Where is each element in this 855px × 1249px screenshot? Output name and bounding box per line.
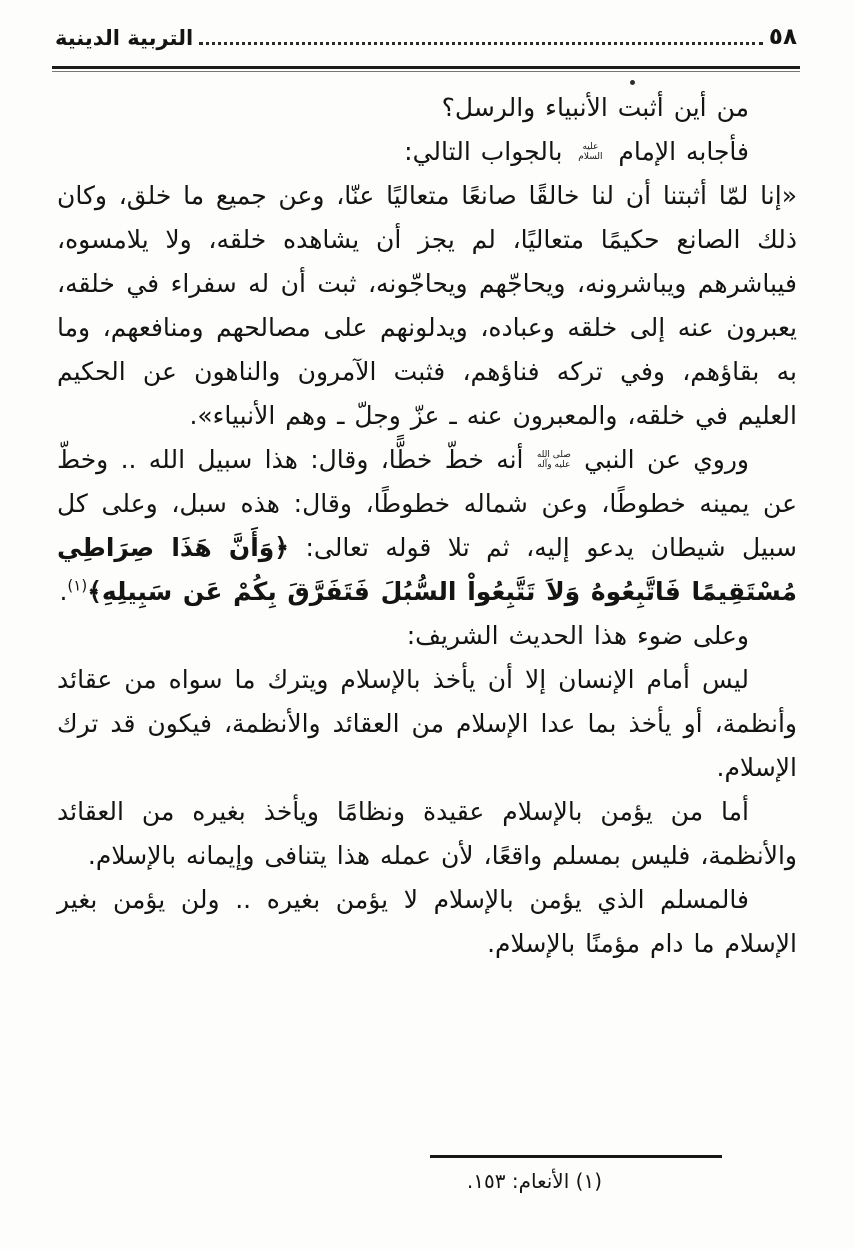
paragraph [57, 614, 797, 658]
paragraph [57, 86, 797, 130]
text-segment: أما من يؤمن بالإسلام عقيدة ونظامًا ويأخذ بغيره من العقائد والأنظمة، فليس بمسلم واقعًا، لأن عمله هذا يتنافى وإيمانه بالإسلام. [57, 797, 797, 870]
book-section-title: التربية الدينية [55, 26, 194, 50]
text-segment: فأجابه الإمام [608, 137, 749, 166]
text-segment: بالجواب التالي: [404, 137, 573, 166]
paragraph [57, 790, 797, 878]
ink-dot [630, 80, 635, 85]
honorific-mark: صلى الله عليه وآله [536, 450, 571, 470]
quran-verse: ﴿وَأَنَّ هَذَا صِرَاطِي مُسْتَقِيمًا فَاتَّبِعُوهُ وَلاَ تَتَّبِعُواْ السُّبُلَ فَتَفَرَّقَ بِكُمْ عَن سَبِيلِهِ﴾ [57, 533, 797, 606]
paragraph [57, 130, 797, 174]
text-segment: ليس أمام الإنسان إلا أن يأخذ بالإسلام ويترك ما سواه من عقائد وأنظمة، أو يأخذ بما عدا الإسلام من العقائد والأنظمة، فيكون قد ترك الإسلام. [57, 665, 797, 782]
text-segment: من أين أثبت الأنبياء والرسل؟ [441, 93, 749, 122]
running-head [55, 26, 797, 51]
text-segment: . [59, 577, 68, 606]
dot-leader [199, 41, 763, 45]
body-text [57, 86, 797, 966]
text-segment: «إنا لمّا أثبتنا أن لنا خالقًا صانعًا متعاليًا عنّا، وعن جميع ما خلق، وكان ذلك الصانع حكيمًا متعاليًا، لم يجز أن يشاهده خلقه، ولا يلامسوه، فيباشرهم ويباشرونه، ويحاجّهم ويحاجّونه، ثبت أن له سفراء في خلقه، يعبرون عنه إلى خلقه وعباده، ويدلونهم على مصالحهم ومنافعهم، وما به بقاؤهم، وفي تركه فناؤهم، فثبت الآمرون والناهون عن الحكيم العليم في خلقه، والمعبرون عنه ـ عزّ وجلّ ـ وهم الأنبياء». [57, 181, 797, 430]
honorific-mark: عليه السلام [578, 142, 603, 162]
text-segment: وعلى ضوء هذا الحديث الشريف: [406, 621, 749, 650]
paragraph [57, 878, 797, 966]
page-number: ٥٨ [768, 24, 797, 50]
text-segment: أنه خطّ خطًّا، وقال: هذا سبيل الله .. وخطّ عن يمينه خطوطًا، وعن شماله خطوطًا، وقال: هذه سبل، وعلى كل سبيل شيطان يدعو إليه، ثم تلا قوله تعالى: [57, 445, 797, 562]
footnote-rule [430, 1155, 722, 1158]
paragraph [57, 438, 797, 614]
footnote-ref: (١) [67, 576, 88, 595]
footnote-text: (١) الأنعام: ١٥٣. [466, 1169, 602, 1193]
text-segment: فالمسلم الذي يؤمن بالإسلام لا يؤمن بغيره .. ولن يؤمن بغير الإسلام ما دام مؤمنًا بالإسلام. [57, 885, 797, 958]
header-rule [52, 66, 800, 72]
paragraph [57, 174, 797, 438]
paragraph [57, 658, 797, 790]
text-segment: وروي عن النبي [571, 445, 749, 474]
